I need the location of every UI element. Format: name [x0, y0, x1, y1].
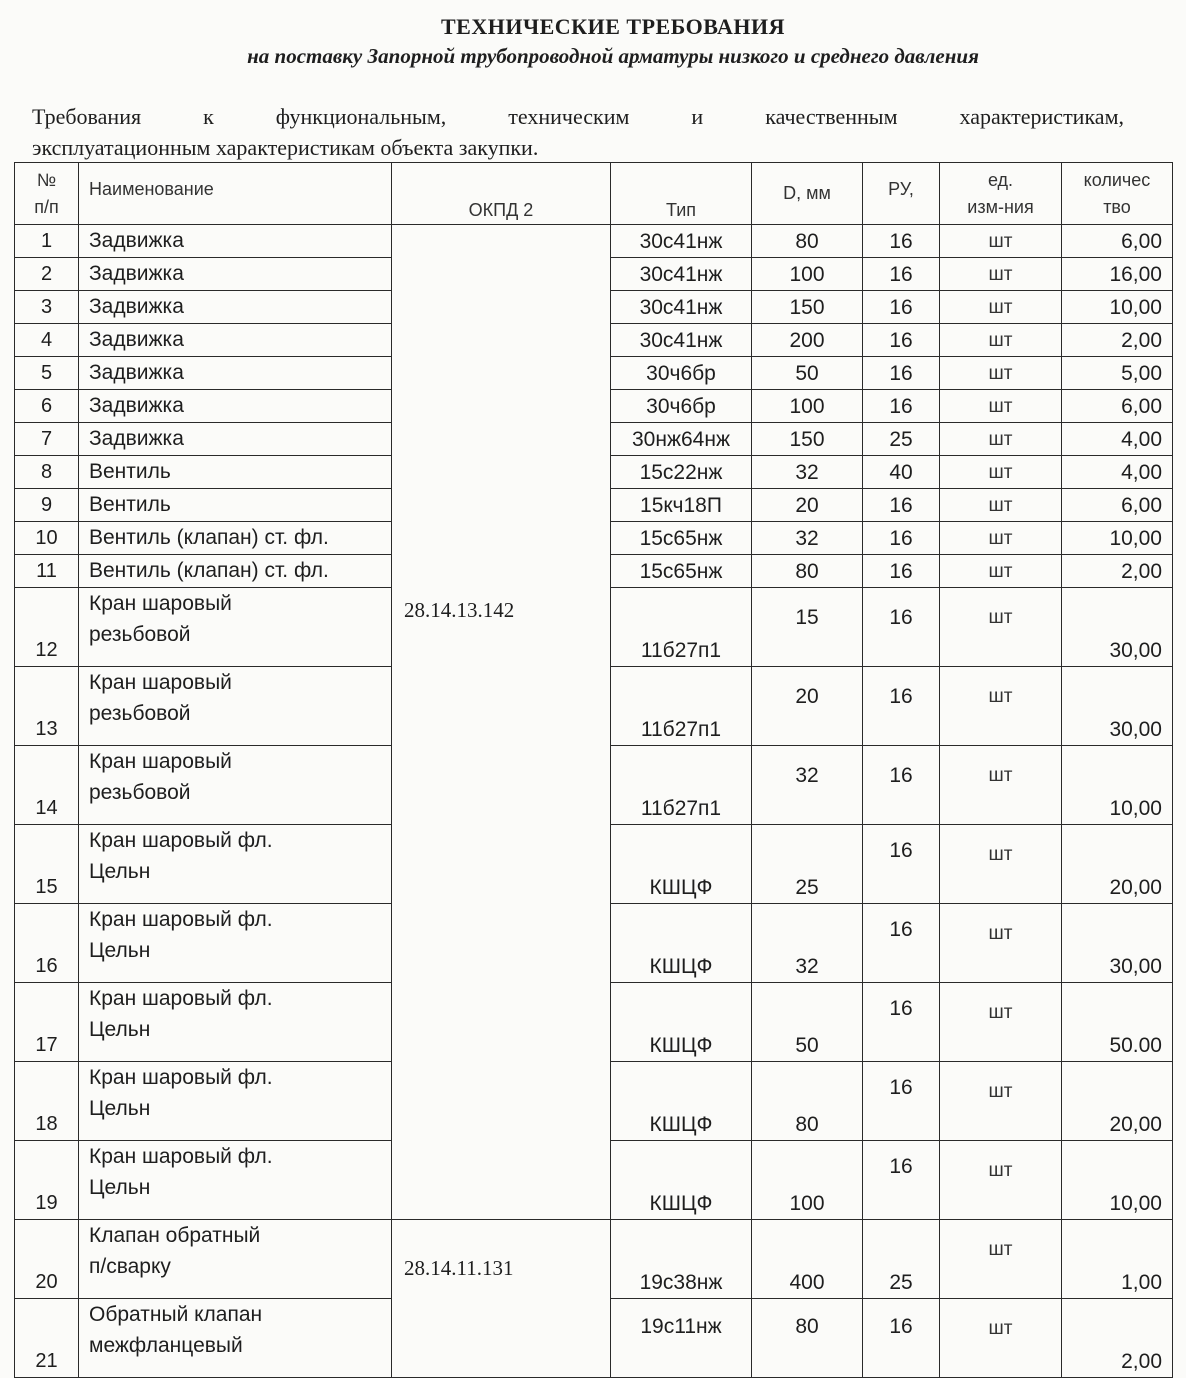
cell-name-line1: Кран шаровый фл.	[89, 908, 273, 931]
cell-name-line1: Клапан обратный	[89, 1224, 261, 1247]
cell-number: 4	[15, 324, 79, 357]
cell-pressure: 25	[863, 1220, 940, 1299]
cell-name-line1: Кран шаровый	[89, 592, 232, 615]
header-type: Тип	[611, 163, 752, 225]
cell-diameter: 20	[752, 489, 863, 522]
cell-name	[79, 489, 392, 522]
cell-number: 15	[15, 825, 79, 904]
cell-name	[79, 1299, 392, 1378]
cell-unit: шт	[940, 904, 1062, 983]
cell-unit: шт	[940, 522, 1062, 555]
cell-name-line1: Кран шаровый фл.	[89, 987, 273, 1010]
cell-unit: шт	[940, 588, 1062, 667]
cell-number: 10	[15, 522, 79, 555]
cell-name	[79, 258, 392, 291]
cell-diameter: 200	[752, 324, 863, 357]
cell-okpd-group-2: 28.14.11.131	[392, 1220, 611, 1378]
cell-name	[79, 423, 392, 456]
cell-name-line1: Задвижка	[89, 394, 184, 417]
cell-number: 18	[15, 1062, 79, 1141]
table-header-row	[15, 163, 1173, 225]
cell-quantity: 50.00	[1062, 983, 1173, 1062]
cell-pressure: 16	[863, 588, 940, 667]
cell-number: 6	[15, 390, 79, 423]
cell-name	[79, 746, 392, 825]
cell-number: 2	[15, 258, 79, 291]
cell-diameter: 32	[752, 522, 863, 555]
cell-name-line2: межфланцевый	[89, 1334, 243, 1357]
cell-name-line1: Кран шаровый	[89, 671, 232, 694]
cell-diameter: 25	[752, 825, 863, 904]
cell-pressure: 16	[863, 258, 940, 291]
cell-diameter: 150	[752, 423, 863, 456]
cell-type: КШЦФ	[611, 983, 752, 1062]
cell-unit: шт	[940, 1141, 1062, 1220]
cell-name-line2: п/сварку	[89, 1255, 171, 1278]
cell-quantity: 5,00	[1062, 357, 1173, 390]
cell-diameter: 80	[752, 225, 863, 258]
cell-name-line1: Задвижка	[89, 229, 184, 252]
cell-type: 19с38нж	[611, 1220, 752, 1299]
cell-name	[79, 904, 392, 983]
cell-unit: шт	[940, 1062, 1062, 1141]
cell-name	[79, 291, 392, 324]
cell-diameter: 15	[752, 588, 863, 667]
cell-okpd-group-1: 28.14.13.142	[392, 225, 611, 1220]
cell-type: 11б27п1	[611, 746, 752, 825]
cell-pressure: 16	[863, 489, 940, 522]
cell-number: 12	[15, 588, 79, 667]
cell-number: 16	[15, 904, 79, 983]
cell-name	[79, 555, 392, 588]
cell-type: 30с41нж	[611, 258, 752, 291]
header-unit-line2: изм-ния	[967, 196, 1034, 217]
cell-number: 20	[15, 1220, 79, 1299]
cell-pressure: 16	[863, 357, 940, 390]
header-number-line2: п/п	[34, 196, 59, 217]
cell-quantity: 2,00	[1062, 555, 1173, 588]
cell-name-line1: Кран шаровый фл.	[89, 1145, 273, 1168]
cell-type: КШЦФ	[611, 1062, 752, 1141]
cell-name-line2: Цельн	[89, 1018, 151, 1041]
cell-type: КШЦФ	[611, 904, 752, 983]
cell-unit: шт	[940, 324, 1062, 357]
cell-diameter: 80	[752, 1299, 863, 1378]
cell-pressure: 16	[863, 983, 940, 1062]
cell-type: 30с41нж	[611, 291, 752, 324]
cell-number: 21	[15, 1299, 79, 1378]
cell-pressure: 16	[863, 1062, 940, 1141]
cell-number: 17	[15, 983, 79, 1062]
table-body	[15, 225, 1173, 1378]
cell-number: 3	[15, 291, 79, 324]
cell-type: 15кч18П	[611, 489, 752, 522]
cell-name-line2: Цельн	[89, 1097, 151, 1120]
requirements-table	[14, 162, 1173, 1378]
cell-name-line1: Задвижка	[89, 328, 184, 351]
cell-quantity: 10,00	[1062, 291, 1173, 324]
cell-unit: шт	[940, 423, 1062, 456]
cell-diameter: 400	[752, 1220, 863, 1299]
cell-quantity: 6,00	[1062, 225, 1173, 258]
cell-pressure: 25	[863, 423, 940, 456]
header-quantity	[1062, 163, 1173, 225]
cell-unit: шт	[940, 489, 1062, 522]
header-quantity-line1: количес	[1083, 169, 1151, 190]
cell-name	[79, 357, 392, 390]
cell-type: 15с65нж	[611, 522, 752, 555]
cell-number: 19	[15, 1141, 79, 1220]
cell-diameter: 50	[752, 983, 863, 1062]
cell-pressure: 16	[863, 324, 940, 357]
cell-diameter: 80	[752, 1062, 863, 1141]
cell-quantity: 10,00	[1062, 746, 1173, 825]
cell-unit: шт	[940, 667, 1062, 746]
cell-quantity: 6,00	[1062, 390, 1173, 423]
cell-unit: шт	[940, 291, 1062, 324]
cell-pressure: 16	[863, 390, 940, 423]
cell-name	[79, 390, 392, 423]
cell-name-line1: Обратный клапан	[89, 1303, 263, 1326]
cell-quantity: 4,00	[1062, 456, 1173, 489]
cell-type: КШЦФ	[611, 825, 752, 904]
cell-name-line1: Кран шаровый	[89, 750, 232, 773]
document-title: ТЕХНИЧЕСКИЕ ТРЕБОВАНИЯ	[441, 14, 785, 39]
cell-number: 11	[15, 555, 79, 588]
cell-name	[79, 456, 392, 489]
cell-type: 30ч6бр	[611, 390, 752, 423]
cell-type: КШЦФ	[611, 1141, 752, 1220]
cell-type: 15с22нж	[611, 456, 752, 489]
cell-quantity: 20,00	[1062, 1062, 1173, 1141]
cell-type: 30нж64нж	[611, 423, 752, 456]
cell-name-line1: Задвижка	[89, 262, 184, 285]
intro-text-line-2: эксплуатационным характеристикам объекта закупки.	[32, 135, 539, 160]
cell-name	[79, 825, 392, 904]
cell-unit: шт	[940, 456, 1062, 489]
cell-name-line1: Кран шаровый фл.	[89, 1066, 273, 1089]
cell-name	[79, 324, 392, 357]
cell-pressure: 16	[863, 522, 940, 555]
cell-name	[79, 667, 392, 746]
cell-name	[79, 225, 392, 258]
cell-unit: шт	[940, 258, 1062, 291]
cell-quantity: 30,00	[1062, 904, 1173, 983]
cell-pressure: 16	[863, 1141, 940, 1220]
cell-name	[79, 588, 392, 667]
cell-quantity: 20,00	[1062, 825, 1173, 904]
header-number-line1: №	[36, 169, 57, 190]
cell-unit: шт	[940, 390, 1062, 423]
cell-unit: шт	[940, 983, 1062, 1062]
cell-number: 1	[15, 225, 79, 258]
cell-name-line1: Задвижка	[89, 295, 184, 318]
header-pressure: РУ,	[863, 163, 940, 225]
cell-unit: шт	[940, 1299, 1062, 1378]
cell-unit: шт	[940, 746, 1062, 825]
header-unit	[940, 163, 1062, 225]
cell-name	[79, 983, 392, 1062]
cell-pressure: 16	[863, 1299, 940, 1378]
cell-pressure: 40	[863, 456, 940, 489]
cell-pressure: 16	[863, 555, 940, 588]
header-number	[15, 163, 79, 225]
table-row	[15, 1220, 1173, 1299]
cell-pressure: 16	[863, 667, 940, 746]
cell-diameter: 150	[752, 291, 863, 324]
cell-pressure: 16	[863, 225, 940, 258]
cell-unit: шт	[940, 825, 1062, 904]
cell-diameter: 50	[752, 357, 863, 390]
cell-name-line1: Задвижка	[89, 361, 184, 384]
cell-number: 8	[15, 456, 79, 489]
cell-number: 13	[15, 667, 79, 746]
cell-name-line1: Вентиль	[89, 460, 171, 483]
cell-name-line1: Вентиль	[89, 493, 171, 516]
cell-quantity: 4,00	[1062, 423, 1173, 456]
cell-quantity: 10,00	[1062, 1141, 1173, 1220]
cell-quantity: 10,00	[1062, 522, 1173, 555]
cell-unit: шт	[940, 1220, 1062, 1299]
cell-name	[79, 522, 392, 555]
cell-name-line2: Цельн	[89, 1176, 151, 1199]
cell-unit: шт	[940, 357, 1062, 390]
cell-type: 30ч6бр	[611, 357, 752, 390]
cell-pressure: 16	[863, 746, 940, 825]
cell-number: 5	[15, 357, 79, 390]
cell-name-line1: Вентиль (клапан) ст. фл.	[89, 526, 329, 549]
cell-diameter: 80	[752, 555, 863, 588]
cell-number: 9	[15, 489, 79, 522]
cell-pressure: 16	[863, 825, 940, 904]
cell-diameter: 32	[752, 746, 863, 825]
intro-text-line-1: Требования к функциональным, техническим и качественным характеристикам,	[32, 104, 1124, 129]
cell-name-line2: резьбовой	[89, 623, 191, 646]
cell-name	[79, 1141, 392, 1220]
cell-name-line1: Задвижка	[89, 427, 184, 450]
cell-number: 7	[15, 423, 79, 456]
cell-diameter: 20	[752, 667, 863, 746]
cell-name-line1: Кран шаровый фл.	[89, 829, 273, 852]
cell-name-line2: Цельн	[89, 939, 151, 962]
cell-quantity: 30,00	[1062, 667, 1173, 746]
table-row	[15, 225, 1173, 258]
cell-type: 30с41нж	[611, 324, 752, 357]
cell-name	[79, 1062, 392, 1141]
cell-unit: шт	[940, 555, 1062, 588]
cell-pressure: 16	[863, 291, 940, 324]
cell-type: 11б27п1	[611, 667, 752, 746]
cell-quantity: 2,00	[1062, 1299, 1173, 1378]
cell-name-line1: Вентиль (клапан) ст. фл.	[89, 559, 329, 582]
cell-diameter: 100	[752, 258, 863, 291]
cell-name-line2: Цельн	[89, 860, 151, 883]
cell-unit: шт	[940, 225, 1062, 258]
cell-diameter: 32	[752, 456, 863, 489]
cell-quantity: 2,00	[1062, 324, 1173, 357]
cell-type: 15с65нж	[611, 555, 752, 588]
cell-pressure: 16	[863, 904, 940, 983]
cell-quantity: 1,00	[1062, 1220, 1173, 1299]
document-subtitle: на поставку Запорной трубопроводной арматуры низкого и среднего давления	[247, 44, 979, 68]
cell-type: 11б27п1	[611, 588, 752, 667]
cell-number: 14	[15, 746, 79, 825]
cell-diameter: 32	[752, 904, 863, 983]
cell-type: 30с41нж	[611, 225, 752, 258]
header-okpd: ОКПД 2	[392, 163, 611, 225]
cell-name-line2: резьбовой	[89, 781, 191, 804]
header-unit-line1: ед.	[987, 169, 1014, 190]
cell-quantity: 16,00	[1062, 258, 1173, 291]
header-name: Наименование	[79, 163, 392, 225]
cell-diameter: 100	[752, 390, 863, 423]
cell-diameter: 100	[752, 1141, 863, 1220]
cell-quantity: 30,00	[1062, 588, 1173, 667]
cell-name-line2: резьбовой	[89, 702, 191, 725]
cell-name	[79, 1220, 392, 1299]
cell-type: 19с11нж	[611, 1299, 752, 1378]
header-quantity-line2: тво	[1103, 196, 1131, 217]
cell-quantity: 6,00	[1062, 489, 1173, 522]
header-diameter: D, мм	[752, 163, 863, 225]
